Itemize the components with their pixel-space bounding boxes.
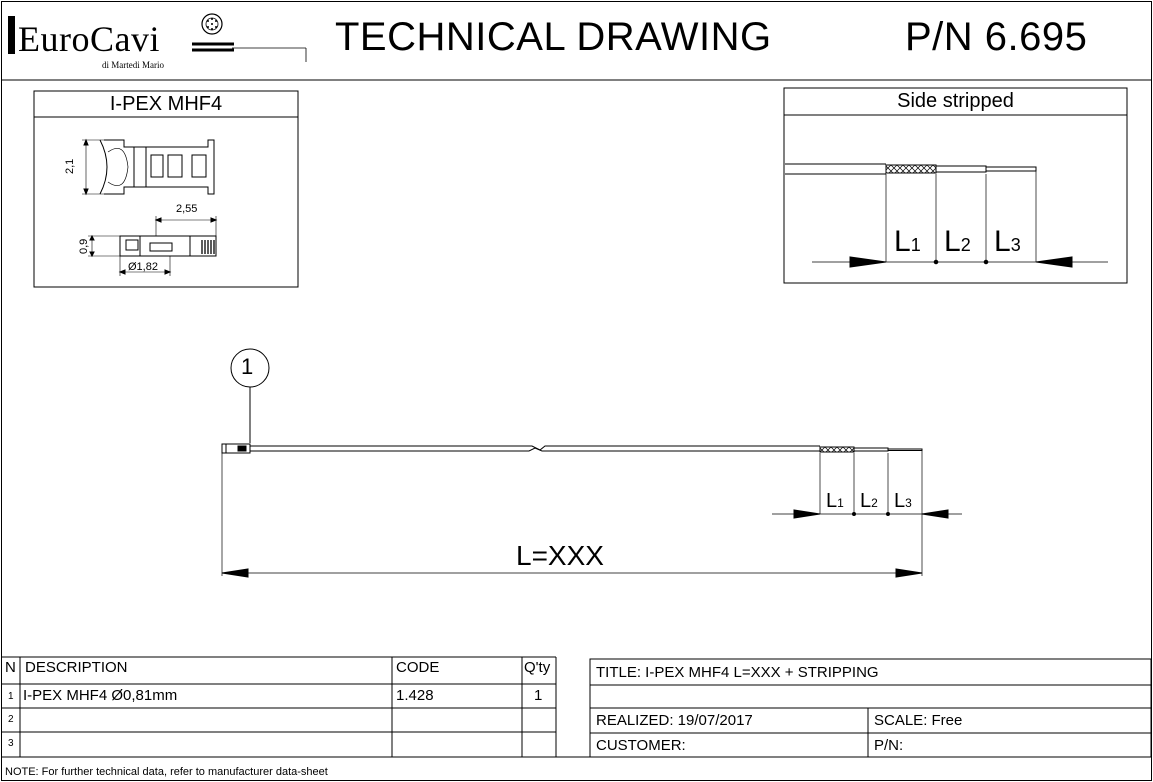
main-cable (222, 444, 922, 453)
main-label-l1: L1 (826, 490, 844, 512)
bom-row-n: 2 (8, 714, 14, 725)
bom-header-qty: Q'ty (524, 659, 551, 676)
bom-row-n: 3 (8, 738, 14, 749)
bom-table-grid (1, 657, 1152, 757)
bom-row-description: I-PEX MHF4 Ø0,81mm (23, 687, 178, 704)
connector-panel-frame (34, 91, 298, 287)
title-block-pn: P/N: (874, 737, 904, 754)
title-block-customer: CUSTOMER: (596, 737, 686, 754)
title-block-realized: REALIZED: 19/07/2017 (596, 712, 753, 729)
stripped-label-l3: L3 (994, 225, 1021, 258)
connector-top-view (82, 140, 214, 194)
bom-row-n: 1 (8, 691, 14, 702)
dim-height: 2,1 (64, 158, 76, 174)
bom-header-n: N (5, 659, 16, 676)
main-label-l2: L2 (860, 490, 878, 512)
page-title: TECHNICAL DRAWING (335, 15, 772, 59)
bom-row-qty: 1 (534, 687, 543, 704)
dim-thickness: 0,9 (78, 238, 90, 254)
length-label: L=XXX (516, 540, 604, 571)
stripped-label-l2: L2 (944, 225, 971, 258)
title-block-title: TITLE: I-PEX MHF4 L=XXX + STRIPPING (596, 664, 879, 681)
balloon-number: 1 (241, 354, 254, 379)
bom-header-description: DESCRIPTION (25, 659, 128, 676)
bom-row-code: 1.428 (396, 687, 434, 704)
dim-diameter: Ø1,82 (128, 261, 158, 273)
dim-length: 2,55 (176, 203, 198, 215)
part-number: P/N 6.695 (905, 15, 1088, 59)
title-block-scale: SCALE: Free (874, 712, 963, 729)
stripped-panel-title: Side stripped (897, 90, 1014, 112)
connector-panel-title: I-PEX MHF4 (109, 93, 223, 115)
main-label-l3: L3 (894, 490, 912, 512)
logo-subtitle: di Martedi Mario (102, 60, 164, 70)
footer-note: NOTE: For further technical data, refer to manufacturer data-sheet (5, 766, 328, 778)
logo-text: EuroCavi (18, 19, 160, 59)
stripped-label-l1: L1 (894, 225, 921, 258)
logo (4, 6, 306, 76)
bom-header-code: CODE (396, 659, 440, 676)
sheet-border (2, 2, 1152, 781)
